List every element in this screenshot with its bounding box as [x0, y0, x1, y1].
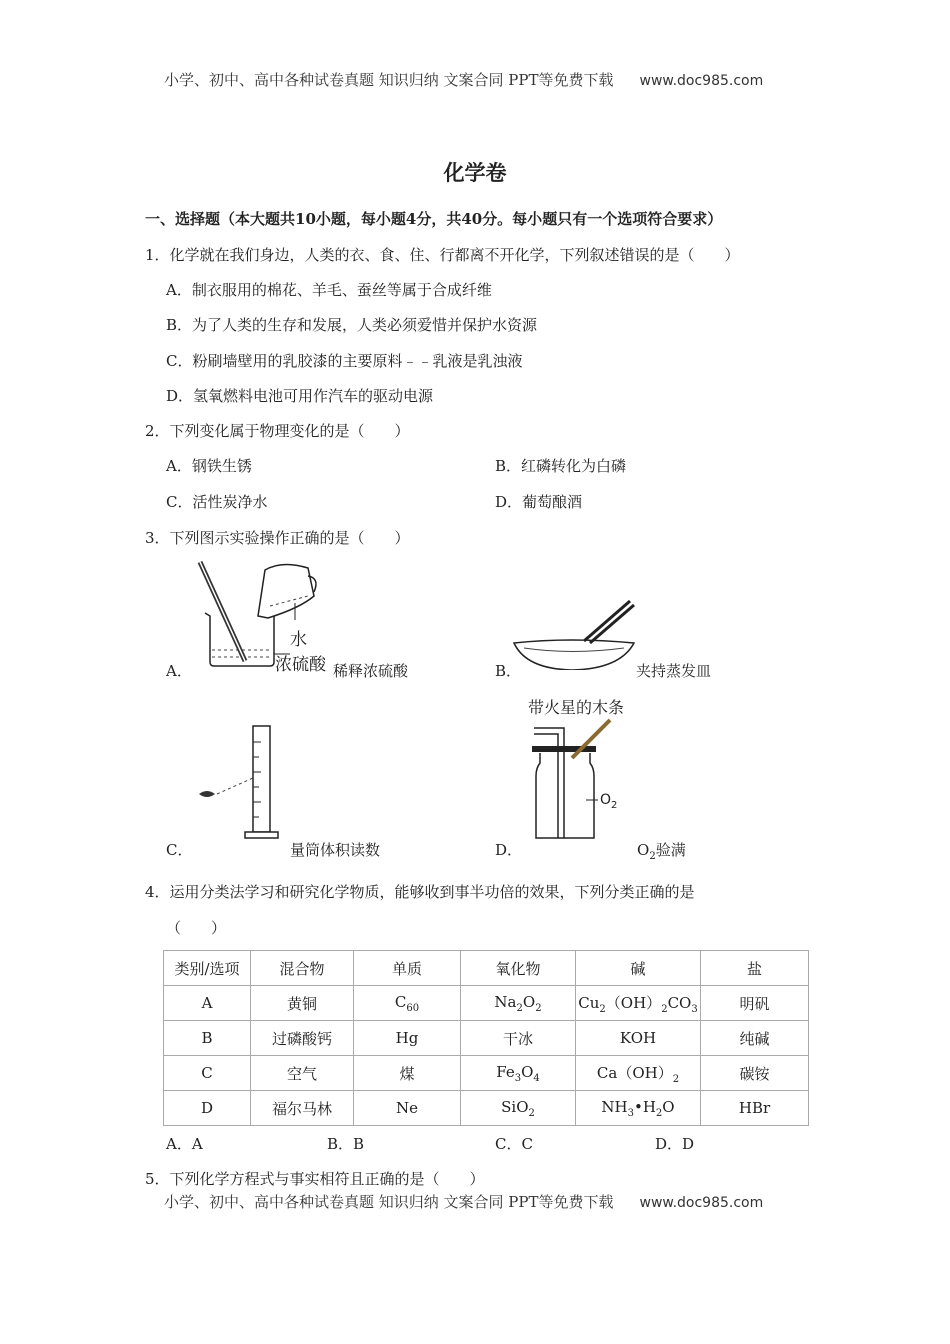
- table-row: [164, 1021, 809, 1056]
- page-footer: [164, 1191, 763, 1212]
- page-header: [164, 69, 763, 90]
- table-cell: 空气: [251, 1056, 354, 1091]
- table-cell: [461, 1056, 576, 1091]
- header-cell: 氧化物: [461, 951, 576, 986]
- q2-stem: 2．下列变化属于物理变化的是（ ）: [145, 422, 410, 440]
- table-cell: 黄铜: [251, 986, 354, 1021]
- o2-subscript: 2: [649, 851, 656, 862]
- q4-answer-a: A．A: [166, 1135, 203, 1153]
- formula-subscript: 2: [672, 1073, 680, 1085]
- q1-option-d: D．氢氧燃料电池可用作汽车的驱动电源: [166, 387, 434, 405]
- table-row: [164, 1056, 809, 1091]
- formula-subscript: 3: [627, 1107, 634, 1119]
- q3-option-b-letter: B．: [495, 662, 522, 680]
- table-cell: Ne: [354, 1091, 461, 1126]
- header-cell: 类别/选项: [164, 951, 251, 986]
- o2-gas-label: [600, 792, 617, 811]
- formula-part: Na: [494, 992, 517, 1011]
- evaporating-dish-illustration: [510, 595, 645, 670]
- q3-option-a-caption: 稀释浓硫酸: [333, 662, 409, 680]
- q3-option-b-caption: 夹持蒸发皿: [636, 662, 712, 680]
- q4-stem-brackets: （ ）: [166, 919, 227, 937]
- q3-option-c-letter: C．: [166, 841, 193, 859]
- table-cell: 福尔马林: [251, 1091, 354, 1126]
- formula-subscript: 2: [655, 1107, 663, 1119]
- table-cell: 干冰: [461, 1021, 576, 1056]
- q1-option-a: A．制衣服用的棉花、羊毛、蚕丝等属于合成纤维: [166, 281, 492, 299]
- table-cell: D: [164, 1091, 251, 1126]
- table-cell: [576, 1056, 701, 1091]
- table-cell: C: [164, 1056, 251, 1091]
- table-cell: HBr: [701, 1091, 809, 1126]
- table-cell: A: [164, 986, 251, 1021]
- table-cell: 明矾: [701, 986, 809, 1021]
- formula-part: C: [394, 992, 407, 1011]
- o2-gas-symbol: O: [600, 792, 612, 808]
- q1-option-b: B．为了人类的生存和发展，人类必须爱惜并保护水资源: [166, 316, 538, 334]
- table-row: [164, 986, 809, 1021]
- formula-part: Ca（OH）: [596, 1063, 673, 1082]
- footer-url[interactable]: www.doc985.com: [639, 1195, 764, 1211]
- formula-subscript: 3: [691, 1003, 698, 1015]
- q3-option-a-letter: A．: [166, 662, 192, 680]
- header-cell: 混合物: [251, 951, 354, 986]
- formula-part: CO: [667, 993, 692, 1012]
- table-cell: B: [164, 1021, 251, 1056]
- header-cell: 单质: [354, 951, 461, 986]
- formula-part: O: [521, 1062, 534, 1081]
- header-cell: 盐: [701, 951, 809, 986]
- graduated-cylinder-illustration: [195, 722, 285, 842]
- table-row: [164, 1091, 809, 1126]
- table-cell: 碳铵: [701, 1056, 809, 1091]
- table-cell: 纯碱: [701, 1021, 809, 1056]
- formula-subscript: 3: [514, 1072, 522, 1084]
- q3-option-d-letter: D．: [495, 841, 523, 859]
- water-label: 水: [290, 630, 307, 650]
- o2-symbol: O: [637, 841, 650, 859]
- formula-part: O: [522, 992, 536, 1011]
- q4-stem: 4．运用分类法学习和研究化学物质，能够收到事半功倍的效果，下列分类正确的是: [145, 883, 695, 901]
- formula-part: SiO: [501, 1097, 529, 1116]
- formula-subscript: 2: [528, 1107, 535, 1119]
- formula-part: （OH）: [605, 993, 662, 1012]
- formula-part: NH: [601, 1097, 628, 1116]
- splint-label: 带火星的木条: [528, 698, 625, 717]
- q2-option-c: C．活性炭净水: [166, 493, 268, 511]
- formula-subscript: 2: [599, 1003, 606, 1015]
- formula-part: •H: [633, 1097, 656, 1116]
- q1-stem: 1．化学就在我们身边，人类的衣、食、住、行都离不开化学，下列叙述错误的是（ ）: [145, 246, 740, 264]
- formula-part: O: [662, 1097, 675, 1116]
- formula-part: Fe: [496, 1062, 515, 1081]
- o2-caption-text: 验满: [655, 841, 686, 859]
- classification-table: [163, 950, 809, 1126]
- formula-subscript: 2: [516, 1002, 523, 1014]
- q2-option-a: A．钢铁生锈: [166, 457, 252, 475]
- q2-option-b: B．红磷转化为白磷: [495, 457, 627, 475]
- formula-part: Cu: [578, 993, 600, 1012]
- q2-option-d: D．葡萄酿酒: [495, 493, 583, 511]
- q4-answer-b: B．B: [327, 1135, 365, 1153]
- header-cell: 碱: [576, 951, 701, 986]
- table-cell: [576, 986, 701, 1021]
- table-cell: 过磷酸钙: [251, 1021, 354, 1056]
- acid-label: 浓硫酸: [275, 655, 326, 675]
- header-text: 小学、初中、高中各种试卷真题 知识归纳 文案合同 PPT等免费下载: [164, 71, 614, 89]
- table-cell: Hg: [354, 1021, 461, 1056]
- q1-option-c: C．粉刷墙壁用的乳胶漆的主要原料﹣﹣乳液是乳浊液: [166, 352, 523, 370]
- formula-subscript: 60: [406, 1002, 420, 1014]
- o2-gas-subscript: 2: [611, 799, 618, 811]
- q4-answer-c: C．C: [495, 1135, 533, 1153]
- oxygen-test-illustration: [528, 718, 638, 843]
- q5-stem: 5．下列化学方程式与事实相符且正确的是（ ）: [145, 1170, 485, 1188]
- page-title: 化学卷: [443, 160, 507, 185]
- footer-text: 小学、初中、高中各种试卷真题 知识归纳 文案合同 PPT等免费下载: [164, 1193, 614, 1211]
- header-url[interactable]: www.doc985.com: [639, 73, 764, 89]
- q3-stem: 3．下列图示实验操作正确的是（ ）: [145, 529, 410, 547]
- q3-option-d-caption: [637, 839, 686, 862]
- formula-subscript: 4: [533, 1072, 540, 1084]
- formula-subscript: 2: [661, 1003, 668, 1015]
- q4-answer-d: D．D: [655, 1135, 695, 1153]
- table-cell: [576, 1091, 701, 1126]
- table-cell: [354, 986, 461, 1021]
- section-heading: 一、选择题（本大题共10小题，每小题4分，共40分。每小题只有一个选项符合要求）: [145, 210, 723, 228]
- table-cell: 煤: [354, 1056, 461, 1091]
- table-cell: [461, 1091, 576, 1126]
- table-header-row: [164, 951, 809, 986]
- q3-option-c-caption: 量筒体积读数: [290, 841, 381, 859]
- table-cell: [461, 986, 576, 1021]
- formula-subscript: 2: [535, 1002, 542, 1014]
- table-cell: KOH: [576, 1021, 701, 1056]
